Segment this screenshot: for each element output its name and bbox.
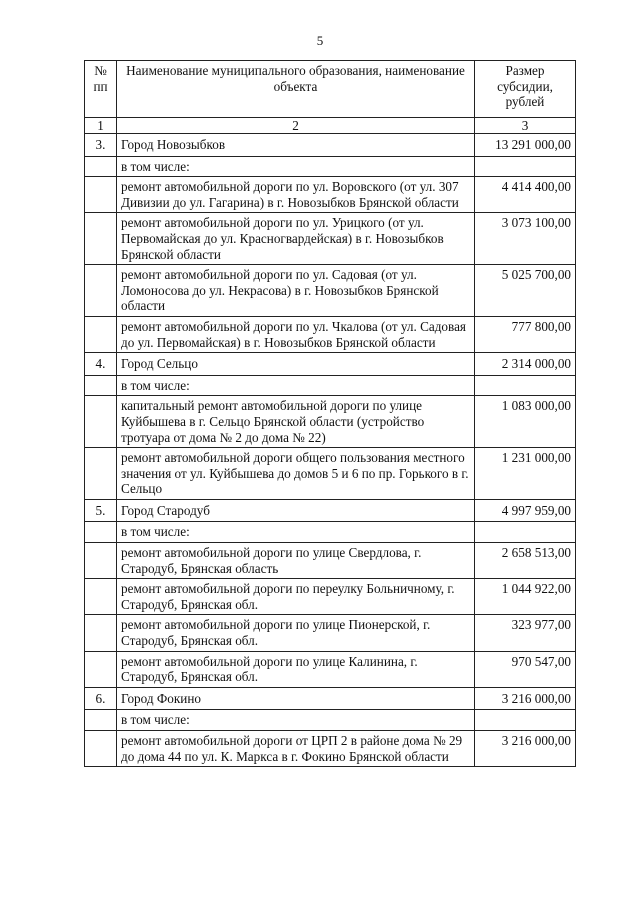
subsidy-amount: 5 025 700,00 (475, 265, 576, 317)
object-row (85, 213, 576, 265)
object-name: ремонт автомобильной дороги от ЦРП 2 в районе дома № 29 до дома 44 по ул. К. Маркса в г. Фокино Брянской области (117, 731, 475, 767)
object-name: капитальный ремонт автомобильной дороги по улице Куйбышева в г. Сельцо Брянской области (устройство тротуара от дома № 2 до дома № 22) (117, 396, 475, 448)
subtotal-label-row (85, 710, 576, 731)
subsidy-amount: 13 291 000,00 (475, 134, 576, 157)
row-number (85, 731, 117, 767)
object-name: ремонт автомобильной дороги по ул. Воровского (от ул. 307 Дивизии до ул. Гагарина) в г. Новозыбков Брянской области (117, 177, 475, 213)
row-number: 4. (85, 353, 117, 376)
subsidy-amount: 4 414 400,00 (475, 177, 576, 213)
row-number (85, 522, 117, 543)
subsidy-amount: 970 547,00 (475, 651, 576, 687)
column-number-2: 2 (117, 118, 475, 134)
row-number (85, 316, 117, 352)
object-name: ремонт автомобильной дороги по ул. Чкалова (от ул. Садовая до ул. Первомайская) в г. Новозыбков Брянской области (117, 316, 475, 352)
header-amount: Размер субсидии, рублей (475, 61, 576, 118)
row-number (85, 213, 117, 265)
object-name: в том числе: (117, 522, 475, 543)
object-row (85, 651, 576, 687)
municipality-row (85, 499, 576, 522)
subsidy-amount: 3 216 000,00 (475, 731, 576, 767)
subtotal-label-row (85, 375, 576, 396)
subsidy-amount: 3 073 100,00 (475, 213, 576, 265)
row-number: 5. (85, 499, 117, 522)
row-number (85, 710, 117, 731)
row-number (85, 375, 117, 396)
subsidy-amount: 2 314 000,00 (475, 353, 576, 376)
subtotal-label-row (85, 522, 576, 543)
municipality-row (85, 134, 576, 157)
object-name: ремонт автомобильной дороги по улице Пионерской, г. Стародуб, Брянская обл. (117, 615, 475, 651)
municipality-name: Город Стародуб (117, 499, 475, 522)
subsidy-table (84, 60, 576, 767)
subsidy-amount: 1 231 000,00 (475, 448, 576, 500)
row-number: 6. (85, 687, 117, 710)
subsidy-amount (475, 710, 576, 731)
column-number-row (85, 118, 576, 134)
subsidy-amount: 1 044 922,00 (475, 579, 576, 615)
object-row (85, 543, 576, 579)
object-name: ремонт автомобильной дороги по ул. Садовая (от ул. Ломоносова до ул. Некрасова) в г. Новозыбков Брянской области (117, 265, 475, 317)
object-row (85, 396, 576, 448)
row-number (85, 579, 117, 615)
header-name: Наименование муниципального образования, наименование объекта (117, 61, 475, 118)
subsidy-amount (475, 375, 576, 396)
object-name: ремонт автомобильной дороги по переулку Больничному, г. Стародуб, Брянская обл. (117, 579, 475, 615)
column-number-3: 3 (475, 118, 576, 134)
municipality-row (85, 687, 576, 710)
row-number (85, 448, 117, 500)
municipality-name: Город Сельцо (117, 353, 475, 376)
row-number (85, 651, 117, 687)
object-name: ремонт автомобильной дороги по улице Калинина, г. Стародуб, Брянская обл. (117, 651, 475, 687)
row-number (85, 543, 117, 579)
row-number (85, 396, 117, 448)
subsidy-amount (475, 156, 576, 177)
municipality-row (85, 353, 576, 376)
column-number-1: 1 (85, 118, 117, 134)
object-row (85, 448, 576, 500)
object-row (85, 265, 576, 317)
municipality-name: Город Фокино (117, 687, 475, 710)
subsidy-amount (475, 522, 576, 543)
object-row (85, 177, 576, 213)
header-number: № пп (85, 61, 117, 118)
row-number (85, 177, 117, 213)
page-number: 5 (316, 33, 324, 48)
row-number: 3. (85, 134, 117, 157)
subsidy-amount: 4 997 959,00 (475, 499, 576, 522)
municipality-name: Город Новозыбков (117, 134, 475, 157)
object-name: ремонт автомобильной дороги по улице Свердлова, г. Стародуб, Брянская область (117, 543, 475, 579)
object-name: в том числе: (117, 375, 475, 396)
row-number (85, 615, 117, 651)
subsidy-amount: 2 658 513,00 (475, 543, 576, 579)
subtotal-label-row (85, 156, 576, 177)
object-name: ремонт автомобильной дороги общего пользования местного значения от ул. Куйбышева до домов 5 и 6 по пр. Горького в г. Сельцо (117, 448, 475, 500)
row-number (85, 265, 117, 317)
subsidy-amount: 777 800,00 (475, 316, 576, 352)
object-row (85, 316, 576, 352)
object-row (85, 731, 576, 767)
subsidy-amount: 323 977,00 (475, 615, 576, 651)
table-header-row (85, 61, 576, 118)
object-name: в том числе: (117, 710, 475, 731)
object-name: в том числе: (117, 156, 475, 177)
subsidy-amount: 1 083 000,00 (475, 396, 576, 448)
row-number (85, 156, 117, 177)
object-row (85, 579, 576, 615)
table-body (85, 134, 576, 767)
object-row (85, 615, 576, 651)
subsidy-amount: 3 216 000,00 (475, 687, 576, 710)
object-name: ремонт автомобильной дороги по ул. Урицкого (от ул. Первомайская до ул. Красногвардейская) в г. Новозыбков Брянской области (117, 213, 475, 265)
